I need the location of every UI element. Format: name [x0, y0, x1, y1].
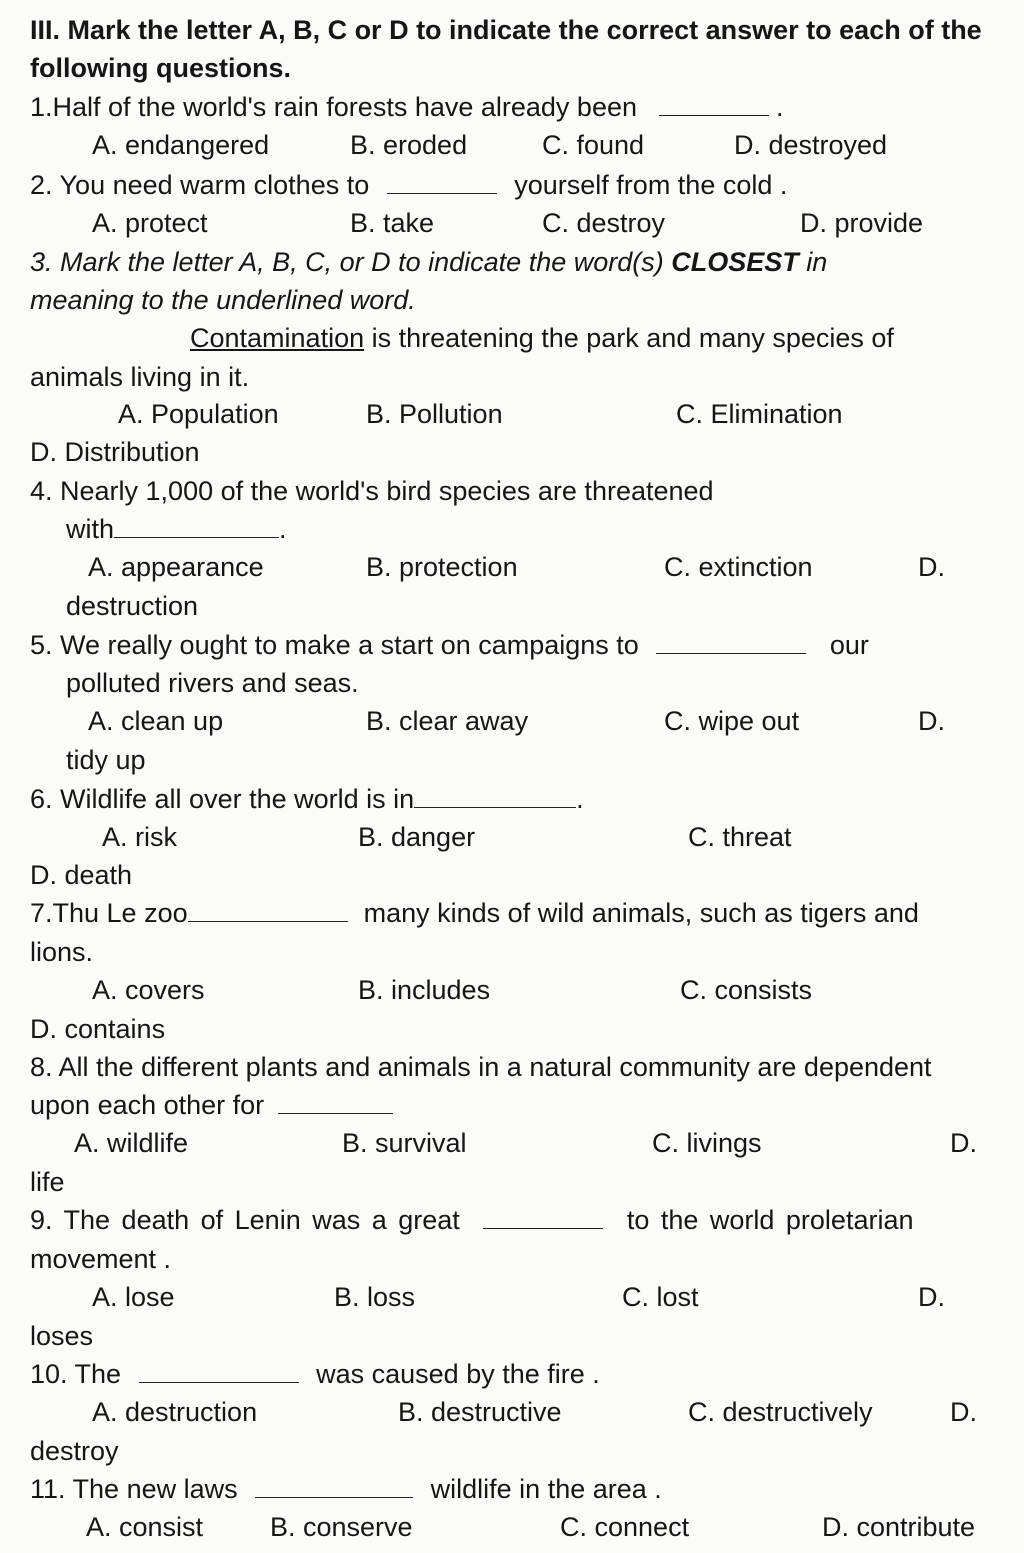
option-c[interactable]: C. livings — [652, 1128, 762, 1158]
question-stem: with — [66, 514, 115, 544]
emphasis-word: CLOSEST — [671, 247, 799, 277]
option-a[interactable]: A. protect — [92, 208, 208, 238]
answer-blank — [656, 629, 806, 654]
answer-blank — [188, 897, 348, 922]
question-3-sentence-line2: animals living in it. — [30, 362, 250, 392]
option-d[interactable]: D. Distribution — [30, 437, 200, 467]
option-c[interactable]: C. threat — [688, 822, 792, 852]
option-b[interactable]: B. protection — [366, 552, 518, 582]
option-d-label[interactable]: D. — [918, 706, 945, 736]
option-d[interactable]: D. contains — [30, 1014, 166, 1044]
question-tail: our — [829, 630, 869, 660]
question-8-line2 — [30, 1087, 393, 1123]
question-stem: 2. You need warm clothes to — [30, 170, 370, 200]
question-6 — [30, 781, 584, 817]
option-a[interactable]: A. consist — [86, 1512, 204, 1542]
option-c[interactable]: C. wipe out — [664, 706, 800, 736]
answer-blank — [414, 783, 576, 808]
option-d-label[interactable]: D. — [918, 552, 945, 582]
option-b[interactable]: B. eroded — [350, 130, 468, 160]
question-9 — [30, 1202, 913, 1238]
underlined-word: Contamination — [190, 323, 365, 353]
option-a[interactable]: A. destruction — [92, 1397, 258, 1427]
question-3-sentence — [190, 320, 894, 356]
option-b[interactable]: B. danger — [358, 822, 476, 852]
option-a[interactable]: A. lose — [92, 1282, 175, 1312]
option-c[interactable]: C. extinction — [664, 552, 813, 582]
question-tail: was caused by the fire . — [316, 1359, 600, 1389]
question-tail: . — [279, 514, 287, 544]
answer-blank — [659, 91, 769, 116]
question-8: 8. All the different plants and animals in a natural community are dependent — [30, 1052, 932, 1082]
option-a[interactable]: A. risk — [102, 822, 178, 852]
question-stem: 5. We really ought to make a start on campaigns to — [30, 630, 639, 660]
option-d-label[interactable]: D. — [950, 1128, 977, 1158]
question-tail: yourself from the cold . — [514, 170, 788, 200]
sentence-text: is threatening the park and many species of — [371, 323, 894, 353]
option-d[interactable]: destroy — [30, 1436, 119, 1466]
option-a[interactable]: A. Population — [118, 399, 279, 429]
answer-blank — [255, 1473, 413, 1498]
option-d[interactable]: life — [30, 1167, 65, 1197]
question-stem: 7.Thu Le zoo — [30, 898, 188, 928]
question-tail: . — [576, 784, 584, 814]
question-3 — [30, 244, 827, 280]
option-b[interactable]: B. includes — [358, 975, 491, 1005]
question-stem: upon each other for — [30, 1090, 265, 1120]
question-stem: 9. The death of Lenin was a great — [30, 1205, 460, 1235]
option-c[interactable]: C. destructively — [688, 1397, 873, 1427]
answer-blank — [114, 513, 279, 538]
option-b[interactable]: B. clear away — [366, 706, 529, 736]
question-1 — [30, 89, 784, 125]
option-a[interactable]: A. wildlife — [74, 1128, 189, 1158]
option-c[interactable]: C. found — [542, 130, 645, 160]
option-b[interactable]: B. survival — [342, 1128, 467, 1158]
question-4: 4. Nearly 1,000 of the world's bird species are threatened — [30, 476, 714, 506]
option-c[interactable]: C. destroy — [542, 208, 666, 238]
question-stem: 3. Mark the letter A, B, C, or D to indicate the word(s) — [30, 247, 664, 277]
option-b[interactable]: B. loss — [334, 1282, 416, 1312]
option-b[interactable]: B. Pollution — [366, 399, 503, 429]
question-7-line2: lions. — [30, 937, 94, 967]
question-3-line2: meaning to the underlined word. — [30, 285, 416, 315]
question-tail: . — [776, 92, 784, 122]
option-c[interactable]: C. consists — [680, 975, 813, 1005]
option-d[interactable]: loses — [30, 1321, 94, 1351]
answer-blank — [387, 169, 497, 194]
question-10 — [30, 1356, 600, 1392]
question-11 — [30, 1471, 662, 1507]
question-stem: 6. Wildlife all over the world is in — [30, 784, 415, 814]
option-a[interactable]: A. clean up — [88, 706, 224, 736]
option-d[interactable]: D. death — [30, 860, 133, 890]
option-b[interactable]: B. take — [350, 208, 435, 238]
question-stem: 1.Half of the world's rain forests have already been — [30, 92, 637, 122]
option-c[interactable]: C. lost — [622, 1282, 699, 1312]
option-d[interactable]: D. contribute — [822, 1512, 976, 1542]
question-9-line2: movement . — [30, 1244, 172, 1274]
option-d[interactable]: D. provide — [800, 208, 924, 238]
question-stem-end: in — [806, 247, 828, 277]
answer-blank — [139, 1358, 299, 1383]
option-d[interactable]: destruction — [66, 591, 199, 621]
question-tail: many kinds of wild animals, such as tigers and — [363, 898, 919, 928]
option-a[interactable]: A. appearance — [88, 552, 264, 582]
question-tail: to the world proletarian — [626, 1205, 914, 1235]
answer-blank — [278, 1089, 393, 1114]
section-title: III. Mark the letter A, B, C or D to indicate the correct answer to each of the — [30, 15, 982, 45]
section-title-continued: following questions. — [30, 53, 291, 83]
question-tail: wildlife in the area . — [430, 1474, 662, 1504]
option-d-label[interactable]: D. — [918, 1282, 945, 1312]
option-d[interactable]: D. destroyed — [734, 130, 888, 160]
option-c[interactable]: C. connect — [560, 1512, 690, 1542]
question-2 — [30, 167, 787, 203]
option-d[interactable]: tidy up — [66, 745, 146, 775]
option-a[interactable]: A. covers — [92, 975, 205, 1005]
question-5-line2: polluted rivers and seas. — [66, 668, 359, 698]
question-4-line2 — [66, 511, 287, 547]
question-5 — [30, 627, 869, 663]
option-c[interactable]: C. Elimination — [676, 399, 843, 429]
question-7 — [30, 895, 919, 931]
option-d-label[interactable]: D. — [950, 1397, 977, 1427]
question-stem: 10. The — [30, 1359, 122, 1389]
question-stem: 11. The new laws — [30, 1474, 238, 1504]
option-b[interactable]: B. destructive — [398, 1397, 562, 1427]
option-b[interactable]: B. conserve — [270, 1512, 413, 1542]
option-a[interactable]: A. endangered — [92, 130, 270, 160]
answer-blank — [483, 1204, 603, 1229]
